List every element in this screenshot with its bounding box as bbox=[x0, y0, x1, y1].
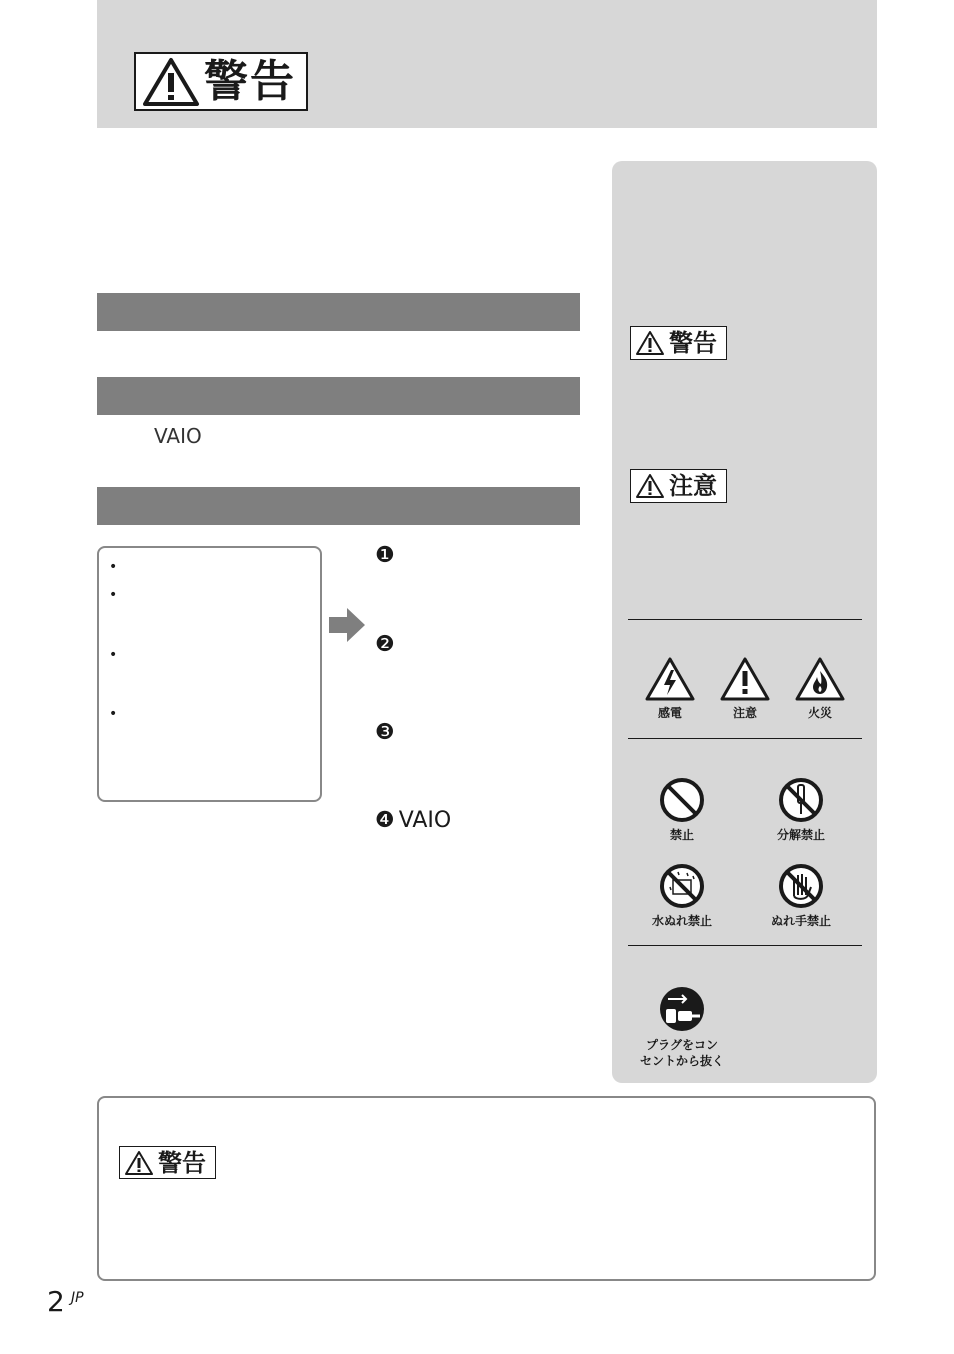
hazard-fire-label: 火災 bbox=[807, 706, 832, 720]
hazard-electric-shock-label: 感電 bbox=[657, 706, 682, 720]
prohibit-disassembly bbox=[766, 776, 836, 843]
instruction-unplug-line1: プラグをコン bbox=[645, 1038, 718, 1052]
prohibit-general bbox=[652, 776, 712, 843]
bullet-4: • bbox=[109, 706, 118, 722]
no-water-icon bbox=[658, 862, 706, 910]
instruction-unplug bbox=[632, 985, 732, 1069]
fire-icon bbox=[794, 656, 846, 702]
prohibit-general-label: 禁止 bbox=[669, 828, 694, 842]
page-number: 2 bbox=[47, 1285, 65, 1318]
step-1-number: ❶ bbox=[375, 543, 395, 568]
main-warning-label bbox=[134, 52, 308, 111]
vaio-text: VAIO bbox=[154, 424, 202, 448]
step-3-number: ❸ bbox=[375, 720, 395, 745]
divider-1 bbox=[628, 619, 862, 620]
prohibit-wet-hands bbox=[761, 862, 841, 929]
no-disassembly-icon bbox=[777, 776, 825, 824]
prohibit-wet-hands-label: ぬれ手禁止 bbox=[770, 914, 831, 928]
bottom-warning-label bbox=[119, 1146, 216, 1179]
instruction-unplug-line2: セントから抜く bbox=[639, 1054, 724, 1068]
main-warning-text: 警告 bbox=[204, 55, 296, 107]
hazard-caution-label: 注意 bbox=[732, 706, 757, 720]
prohibit-water bbox=[642, 862, 722, 929]
caution-triangle-icon bbox=[635, 473, 665, 499]
hazard-fire bbox=[793, 656, 847, 721]
step-4 bbox=[375, 808, 451, 833]
instruction-unplug-label bbox=[640, 1037, 724, 1069]
prohibit-disassembly-label: 分解禁止 bbox=[776, 828, 825, 842]
unplug-icon bbox=[658, 985, 706, 1033]
arrow-right-icon bbox=[329, 608, 365, 642]
hazard-electric-shock bbox=[643, 656, 697, 721]
divider-3 bbox=[628, 945, 862, 946]
bullet-3: • bbox=[109, 647, 118, 663]
section-bar-2 bbox=[97, 377, 580, 415]
bullet-1: • bbox=[109, 559, 118, 575]
page-number-suffix: JP bbox=[71, 1290, 84, 1306]
electric-shock-icon bbox=[644, 656, 696, 702]
caution-icon bbox=[719, 656, 771, 702]
step-2-number: ❷ bbox=[375, 632, 395, 657]
side-warning-label bbox=[630, 326, 727, 360]
warning-triangle-icon bbox=[635, 330, 665, 356]
step-4-text: VAIO bbox=[398, 808, 452, 833]
section-bar-3 bbox=[97, 487, 580, 525]
warning-triangle-icon bbox=[142, 57, 200, 107]
bullet-box bbox=[97, 546, 322, 802]
side-warning-text: 警告 bbox=[669, 329, 717, 357]
divider-2 bbox=[628, 738, 862, 739]
prohibit-water-label: 水ぬれ禁止 bbox=[651, 914, 712, 928]
bullet-2: • bbox=[109, 587, 118, 603]
no-wet-hands-icon bbox=[777, 862, 825, 910]
warning-triangle-icon bbox=[124, 1150, 154, 1176]
hazard-caution bbox=[718, 656, 772, 721]
step-4-number: ❹ bbox=[375, 807, 395, 833]
bottom-warning-box bbox=[97, 1096, 876, 1281]
section-bar-1 bbox=[97, 293, 580, 331]
side-caution-label bbox=[630, 469, 727, 503]
prohibited-icon bbox=[658, 776, 706, 824]
bottom-warning-text: 警告 bbox=[158, 1148, 206, 1177]
side-caution-text: 注意 bbox=[669, 472, 717, 500]
